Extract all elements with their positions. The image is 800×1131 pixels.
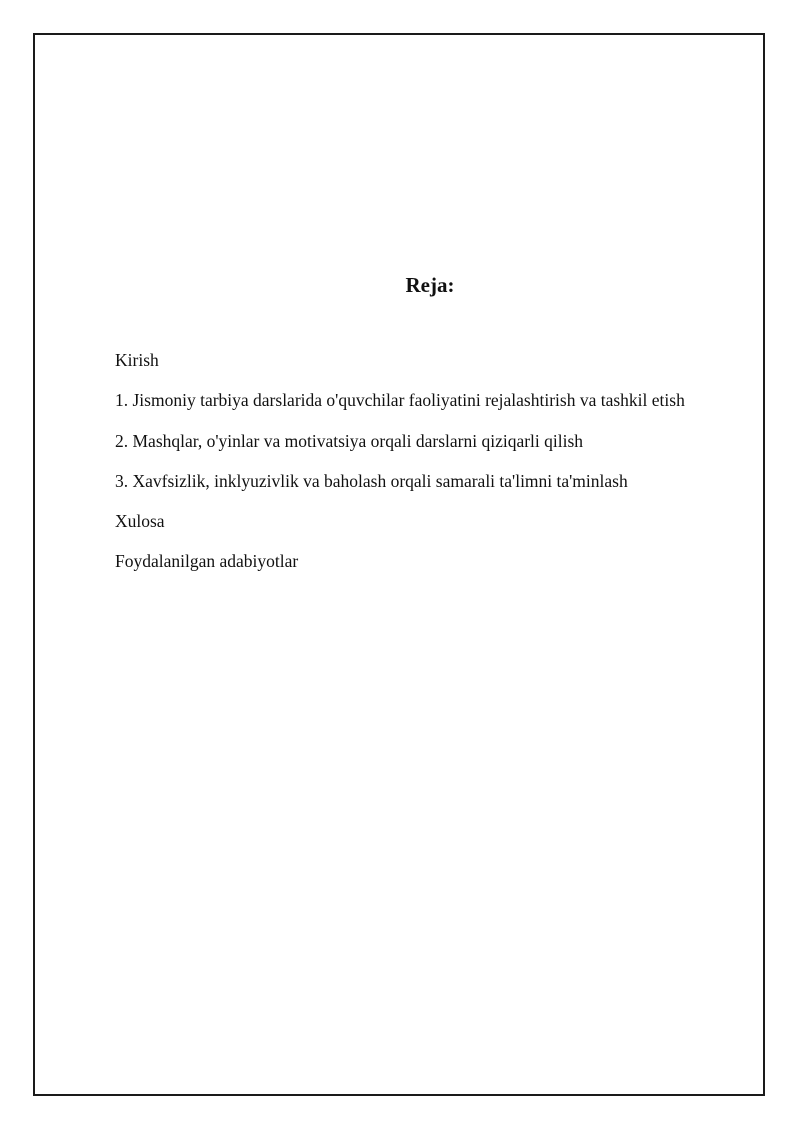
toc-item-introduction: Kirish bbox=[115, 350, 159, 370]
toc-item-1: 1. Jismoniy tarbiya darslarida o'quvchilar faoliyatini rejalashtirish va tashkil etish bbox=[115, 390, 685, 411]
table-of-contents bbox=[115, 350, 685, 592]
page-title: Reja: bbox=[405, 273, 455, 297]
toc-item-references: Foydalanilgan adabiyotlar bbox=[115, 551, 299, 572]
toc-item-conclusion: Xulosa bbox=[115, 511, 165, 532]
toc-item-3: 3. Xavfsizlik, inklyuzivlik va baholash orqali samarali ta'limni ta'minlash bbox=[115, 470, 628, 491]
toc-item-2: 2. Mashqlar, o'yinlar va motivatsiya orqali darslarni qiziqarli qilish bbox=[115, 430, 584, 451]
